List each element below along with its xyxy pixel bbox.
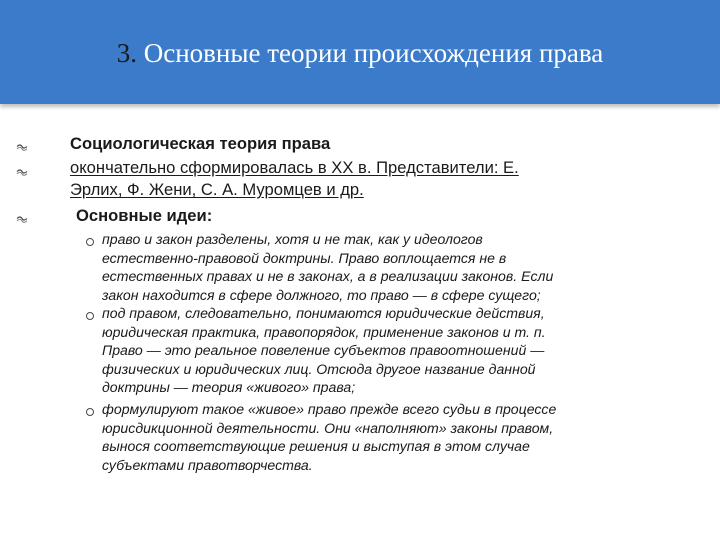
subbullet-line: Право — это реальное повеление субъектов правоотношений — [102, 342, 545, 358]
bullet-text-line-2: Эрлих, Ф. Жени, С. А. Муромцев и др. [70, 180, 364, 199]
bullet-text: Социологическая теория права [70, 134, 331, 153]
subbullet-line: естественных правах и не в законах, а в реализации законов. Если [102, 268, 554, 284]
circle-bullet-icon [86, 238, 94, 246]
title-number: 3. [116, 38, 137, 68]
subbullet-line: юридическая практика, правопорядок, применение законов и т. п. [102, 323, 546, 340]
subbullet-line: доктрины — теория «живого» права; [102, 379, 356, 395]
subbullet-line: формулируют такое «живое» право прежде всего судьи в процессе [102, 401, 557, 417]
subbullet-line: закон находится в сфере должного, то право — в сфере сущего; [102, 286, 541, 303]
subbullet-line: под правом, следовательно, понимаются юридические действия, [102, 305, 545, 321]
bullet-marker-icon [16, 166, 28, 176]
bullet-text-line-1: окончательно сформировалась в XX в. Представители: Е. [70, 158, 519, 177]
subbullet-line: право и закон разделены, хотя и не так, как у идеологов [102, 231, 483, 247]
circle-bullet-icon [86, 312, 94, 320]
title-bar [0, 0, 720, 104]
circle-bullet-icon [86, 408, 94, 416]
subbullet-line: юрисдикционной деятельности. Они «наполняют» законы правом, [102, 419, 554, 436]
bullet-marker-icon [16, 213, 28, 223]
slide-title [0, 38, 720, 69]
subbullet-line: физических и юридических лиц. Отсюда другое название данной [102, 360, 536, 377]
bullet-marker-icon [16, 141, 28, 151]
bullet-text: Основные идеи: [76, 206, 213, 225]
subbullet-line: субъектами правотворчества. [102, 456, 313, 473]
subbullet-line: вынося соответствующие решения и выступая в этом случае [102, 438, 530, 454]
title-text: Основные теории происхождения права [143, 38, 604, 68]
subbullet-line: естественно-правовой доктрины. Право воплощается не в [102, 249, 507, 266]
